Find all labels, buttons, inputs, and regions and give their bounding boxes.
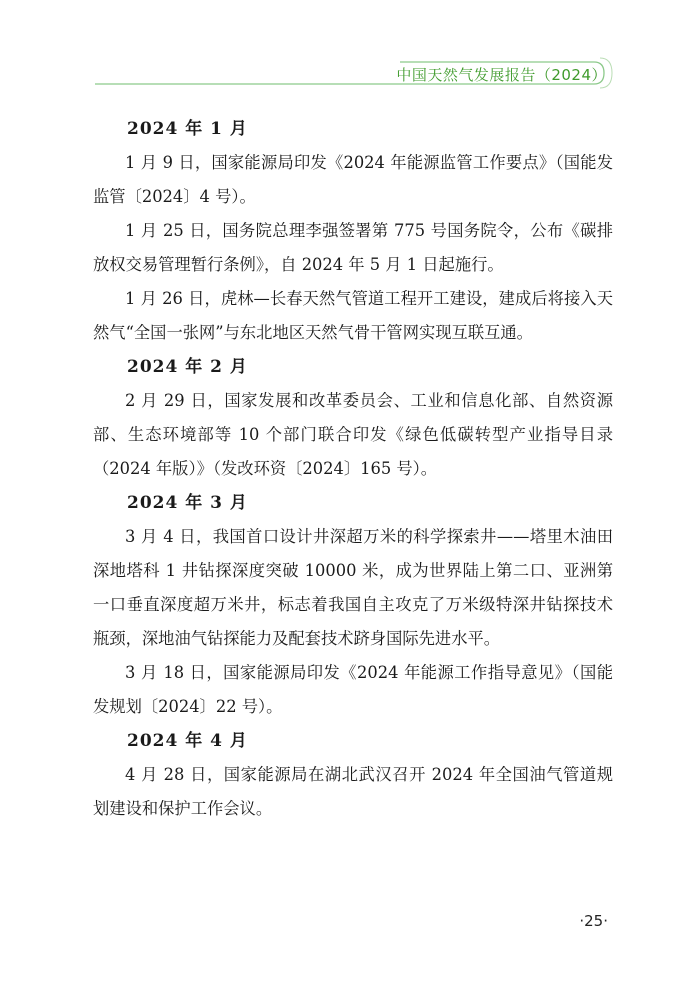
month-heading: 2024 年 2 月 bbox=[127, 357, 248, 377]
entry-paragraph: 1 月 9 日，国家能源局印发《2024 年能源监管工作要点》（国能发监管〔2024〕4 号）。 bbox=[93, 153, 613, 206]
chronicle-content bbox=[93, 112, 613, 826]
entry-paragraph: 1 月 25 日，国务院总理李强签署第 775 号国务院令，公布《碳排放权交易管理暂行条例》，自 2024 年 5 月 1 日起施行。 bbox=[93, 221, 613, 274]
section-apr bbox=[93, 724, 613, 826]
month-heading: 2024 年 1 月 bbox=[127, 119, 248, 139]
entry-paragraph: 1 月 26 日，虎林—长春天然气管道工程开工建设，建成后将接入天然气“全国一张网”与东北地区天然气骨干管网实现互联互通。 bbox=[93, 289, 613, 342]
page-header bbox=[0, 0, 700, 110]
entry-paragraph: 3 月 18 日，国家能源局印发《2024 年能源工作指导意见》（国能发规划〔2024〕22 号）。 bbox=[93, 663, 613, 716]
header-decoration bbox=[0, 0, 700, 110]
report-title: 中国天然气发展报告（2024） bbox=[396, 66, 607, 84]
entry-paragraph: 4 月 28 日，国家能源局在湖北武汉召开 2024 年全国油气管道规划建设和保护工作会议。 bbox=[93, 765, 613, 818]
page-number: ·25· bbox=[579, 912, 608, 930]
section-mar bbox=[93, 486, 613, 724]
section-jan bbox=[93, 112, 613, 350]
section-feb bbox=[93, 350, 613, 486]
month-heading: 2024 年 3 月 bbox=[127, 493, 248, 513]
entry-paragraph: 3 月 4 日，我国首口设计井深超万米的科学探索井——塔里木油田深地塔科 1 井钻探深度突破 10000 米，成为世界陆上第二口、亚洲第一口垂直深度超万米井，标志着我国自主攻克了万米级特深井钻探技术瓶颈，深地油气钻探能力及配套技术跻身国际先进水平。 bbox=[93, 527, 613, 648]
month-heading: 2024 年 4 月 bbox=[127, 731, 248, 751]
entry-paragraph: 2 月 29 日，国家发展和改革委员会、工业和信息化部、自然资源部、生态环境部等 10 个部门联合印发《绿色低碳转型产业指导目录（2024 年版）》（发改环资〔2024〕165 号）。 bbox=[93, 391, 613, 478]
